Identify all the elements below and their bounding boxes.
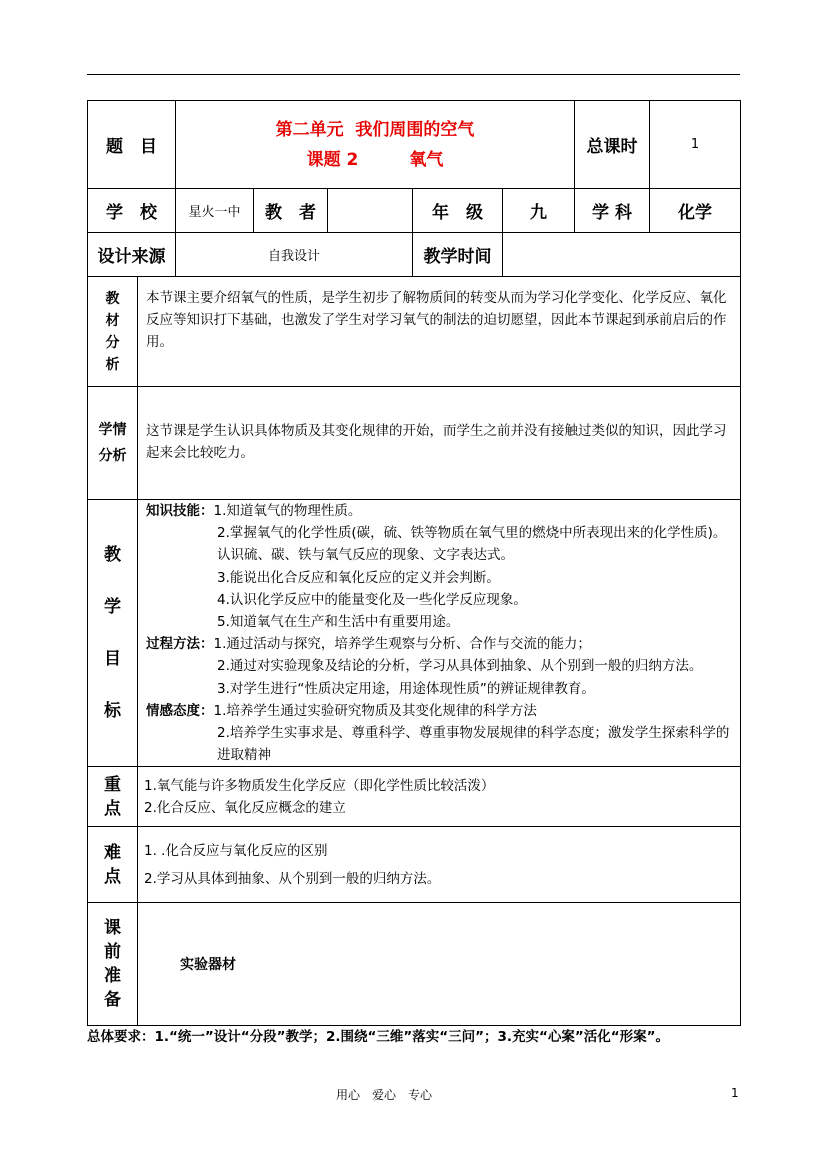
source-value: 自我设计 xyxy=(176,233,413,277)
subject-label: 学 科 xyxy=(575,189,650,233)
grade-label: 年 级 xyxy=(413,189,503,233)
emotion-item: 2.培养学生实事求是、尊重科学、尊重事物发展规律的科学态度；激发学生探索科学的进取精神 xyxy=(217,725,730,764)
grade-value: 九 xyxy=(503,189,575,233)
knowledge-item: 2.掌握氧气的化学性质(碳，硫、铁等物质在氧气里的燃烧中所表现出来的化学性质)。认识硫、碳、铁与氧气反应的现象、文字表达式。 xyxy=(217,525,727,564)
key-point-item: 2.化合反应、氧化反应概念的建立 xyxy=(144,799,346,816)
material-analysis-label: 教 材 分 析 xyxy=(88,277,138,387)
difficulty-item: 1. .化合反应与氧化反应的区别 xyxy=(144,842,328,859)
lesson-title: 课题 2 氧气 xyxy=(306,149,444,170)
objectives-text xyxy=(138,500,741,767)
difficulties-text xyxy=(138,827,741,903)
header-rule xyxy=(87,74,740,75)
student-analysis-text: 这节课是学生认识具体物质及其变化规律的开始，而学生之前并没有接触过类似的知识，因此学习起来会比较吃力。 xyxy=(138,387,741,500)
key-points-text xyxy=(138,767,741,827)
teacher-value xyxy=(328,189,413,233)
knowledge-line-1: 知识技能：1.知道氧气的物理性质。 xyxy=(146,503,362,519)
footer-motto: 用心 爱心 专心 xyxy=(336,1088,433,1102)
difficulties-label: 难 点 xyxy=(88,827,138,903)
school-value: 星火一中 xyxy=(176,189,254,233)
school-label: 学 校 xyxy=(88,189,176,233)
time-label: 教学时间 xyxy=(413,233,503,277)
total-hours-value: 1 xyxy=(650,101,741,189)
lesson-plan-table xyxy=(87,100,741,1026)
preparation-text: 实验器材 xyxy=(138,903,741,1026)
process-item: 2.通过对实验现象及结论的分析，学习从具体到抽象、从个别到一般的归纳方法。 xyxy=(217,658,703,675)
page-number: 1 xyxy=(731,1086,739,1100)
time-value xyxy=(503,233,741,277)
total-hours-label: 总课时 xyxy=(575,101,650,189)
title-label: 题 目 xyxy=(88,101,176,189)
preparation-label: 课 前 准 备 xyxy=(88,903,138,1026)
material-analysis-text: 本节课主要介绍氧气的性质，是学生初步了解物质间的转变从而为学习化学变化、化学反应、氧化反应等知识打下基础，也激发了学生对学习氧气的制法的迫切愿望，因此本节课起到承前启后的作用。 xyxy=(138,277,741,387)
objectives-label: 教 学 目 标 xyxy=(88,500,138,767)
teacher-label: 教 者 xyxy=(254,189,328,233)
lesson-title-cell xyxy=(176,101,575,189)
overall-requirements: 总体要求：1.“统一”设计“分段”教学；2.围绕“三维”落实“三问”；3.充实“心案”活化“形案”。 xyxy=(87,1029,670,1045)
process-line-1: 过程方法：1.通过活动与探究，培养学生观察与分析、合作与交流的能力； xyxy=(146,636,591,653)
knowledge-item: 3.能说出化合反应和氧化反应的定义并会判断。 xyxy=(217,569,500,586)
knowledge-item: 5.知道氧气在生产和生活中有重要用途。 xyxy=(217,614,460,631)
student-analysis-label: 学情 分析 xyxy=(88,387,138,500)
process-item: 3.对学生进行“性质决定用途，用途体现性质”的辨证规律教育。 xyxy=(217,680,595,697)
key-point-item: 1.氧气能与许多物质发生化学反应（即化学性质比较活泼） xyxy=(144,777,495,794)
source-label: 设计来源 xyxy=(88,233,176,277)
emotion-line-1: 情感态度：1.培养学生通过实验研究物质及其变化规律的科学方法 xyxy=(146,702,537,719)
unit-title: 第二单元 我们周围的空气 xyxy=(275,119,475,140)
subject-value: 化学 xyxy=(650,189,741,233)
key-points-label: 重 点 xyxy=(88,767,138,827)
knowledge-item: 4.认识化学反应中的能量变化及一些化学反应现象。 xyxy=(217,591,527,608)
difficulty-item: 2.学习从具体到抽象、从个别到一般的归纳方法。 xyxy=(144,870,441,887)
